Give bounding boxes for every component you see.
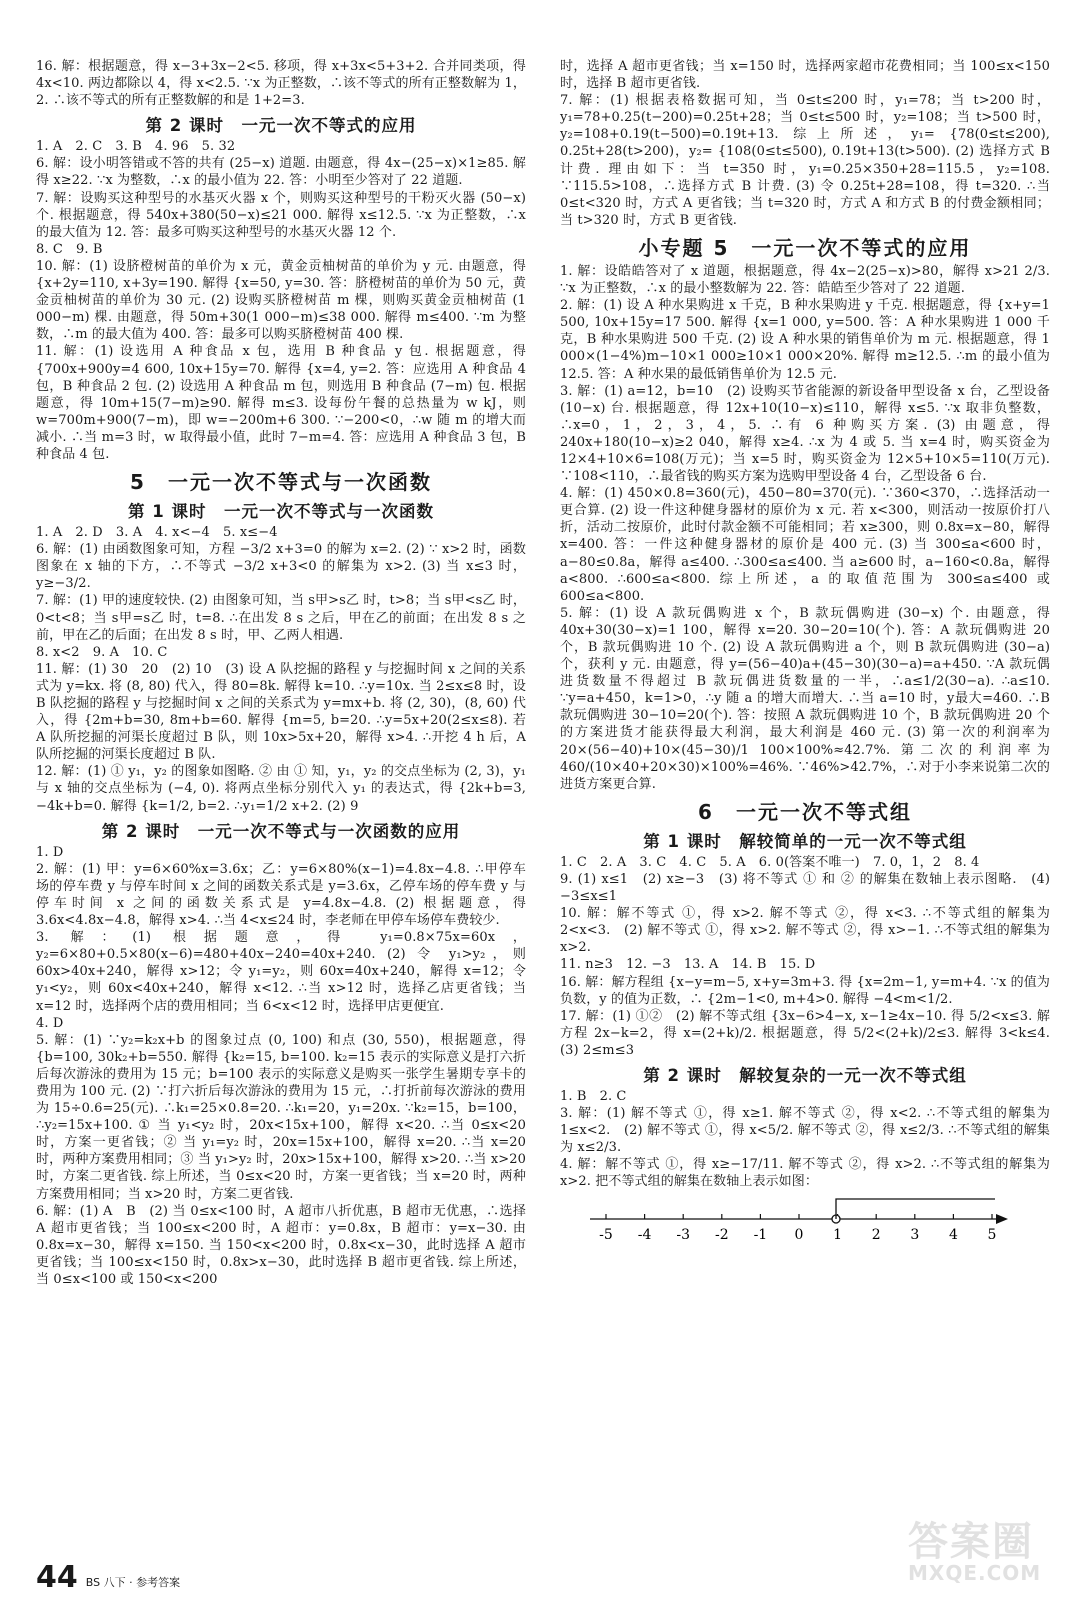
answer-5: 5. 解：(1) ∵y₂=k₂x+b 的图象过点 (0, 100) 和点 (30, 550)，根据题意，得 {b=100, 30k₂+b=550. 解得 {k₂=15, b=100. k₂=15 表示的实际意义是打六折后每次游泳的费用为 15 元；b=100 表示的实际意义是购买一张学生暑期专享卡的费用为 100 元. (2) ∵打六折后每次游泳的费用为 15 元，∴打折前每次游泳的费用为 15÷0.6=25(元). ∴k₁=25×0.8=20. ∴k₁=20，y₁=20x. ∵k₂=15，b=100，∴y₂=15x+100. ① 当 y₁<y₂ 时，20x<15x+100，解得 x<20. ∴当 0≤x<20 时，方案一更省钱；② 当 y₁=y₂ 时，20x=15x+100，解得 x=20. ∴当 x=20 时，两种方案费用相同；③ 当 y₁>y₂ 时，20x>15x+100，解得 x>20. ∴当 x>20 时，方案二更省钱. 综上所述，当 0≤x<20 时，方案一更省钱；当 x=20 时，两种方案费用相同；当 x>20 时，方案二更省钱. bbox=[36, 1032, 526, 1202]
page-number: 44 bbox=[36, 1560, 78, 1595]
answer-6: 6. 解：(1) 由函数图象可知，方程 −3/2 x+3=0 的解为 x=2. (2) ∵ x>2 时，函数图象在 x 轴的下方，∴不等式 −3/2 x+3<0 的解集为 x>2. (3) 当 x≤3 时，y≥−3/2. bbox=[36, 542, 526, 592]
answer-line: 4. D bbox=[36, 1015, 64, 1031]
answer-4: 4. 解：(1) 450×0.8=360(元)，450−80=370(元). ∵360<370，∴选择活动一更合算. (2) 设一件这种健身器材的原价为 x 元. 若 x<300，则活动一按原价打八折，活动二按原价，此时付款金额不可能相同；若 x≥300，则 0.8x=x−80，解得 x=400. 答：一件这种健身器材的原价是 400 元. (3) 当 300≤a<600 时，a−80≤0.8a，解得 a≤400. ∴300≤a≤400. 当 a≥600 时，a−160<0.8a，解得 a<800. ∴600≤a<800. 综上所述，a 的取值范围为 300≤a≤400 或 600≤a<800. bbox=[560, 486, 1050, 604]
answer-10: 10. 解：(1) 设脐橙树苗的单价为 x 元，黄金贡柚树苗的单价为 y 元. 由题意，得 {x+2y=110, x+3y=190. 解得 {x=50, y=30. 答：脐橙树苗的单价为 50 元，黄金贡柚树苗的单价为 30 元. (2) 设购买脐橙树苗 m 棵，则购买黄金贡柚树苗 (1 000−m) 棵. 由题意，得 50m+30(1 000−m)≤38 000. 解得 m≤400. ∵m 为整数，∴m 的最大值为 400. 答：最多可以购买脐橙树苗 400 棵. bbox=[36, 258, 526, 343]
right-column bbox=[560, 58, 1064, 1261]
tick-label: 2 bbox=[871, 1226, 881, 1243]
tick-label: 4 bbox=[948, 1226, 958, 1243]
answer-11: 11. 解：(1) 30 20 (2) 10 (3) 设 A 队挖掘的路程 y 与挖掘时间 x 之间的关系式为 y=kx. 将 (8, 80) 代入，得 80=8k. 解得 k=10. ∴y=10x. 当 2≤x≤8 时，设 B 队挖掘的路程 y 与挖掘时间 x 之间的关系式为 y=mx+b. 将 (2, 30)，(8, 60) 代入，得 {2m+b=30, 8m+b=60. 解得 {m=5, b=20. ∴y=5x+20(2≤x≤8). 若 A 队所挖掘的河渠长度超过 B 队，则 10x>5x+20，解得 x>4. ∴开挖 4 h 后，A 队所挖掘的河渠长度超过 B 队. bbox=[36, 661, 526, 763]
footer-label: BS 八下 · 参考答案 bbox=[85, 1576, 181, 1589]
tick-label: 3 bbox=[910, 1226, 920, 1243]
topic-heading: 小专题 5 一元一次不等式的应用 bbox=[638, 235, 972, 260]
answer-5: 5. 解：(1) 设 A 款玩偶购进 x 个，B 款玩偶购进 (30−x) 个. 由题意，得 40x+30(30−x)=1 100，解得 x=20. 30−20=10(个). 答：A 款玩偶购进 20 个，B 款玩偶购进 10 个. (2) 设 A 款玩偶购进 a 个，则 B 款玩偶购进 (30−a) 个，获利 y 元. 由题意，得 y=(56−40)a+(45−30)(30−a)=a+450. ∵A 款玩偶进货数量不得超过 B 款玩偶进货数量的一半，∴a≤1/2(30−a). ∴a≤10. ∵y=a+450，k=1>0，∴y 随 a 的增大而增大. ∴当 a=10 时，y最大=460. ∴B 款玩偶购进 30−10=20(个). 答：按照 A 款玩偶购进 10 个，B 款玩偶购进 20 个的方案进货才能获得最大利润，最大利润是 460 元. (3) 第一次的利润率为 20×(56−40)+10×(45−30)/1 100×100%≈42.7%. 第二次的利润率为 460/(10×40+20×30)×100%=46%. ∵46%>42.7%，∴对于小李来说第二次的进货方案更合算. bbox=[560, 605, 1050, 792]
answer-7: 7. 解：(1) 根据表格数据可知，当 0≤t≤200 时，y₁=78；当 t>200 时，y₁=78+0.25(t−200)=0.25t+28；当 0≤t≤500 时，y₂=108；当 t>500 时，y₂=108+0.19(t−500)=0.19t+13. 综上所述，y₁= {78(0≤t≤200), 0.25t+28(t>200)，y₂= {108(0≤t≤500), 0.19t+13(t>500). (2) 选择方式 B 计费. 理由如下：当 t=350 时，y₁=0.25×350+28=115.5，y₂=108. ∵115.5>108，∴选择方式 B 计费. (3) 令 0.25t+28=108，得 t=320. ∴当 0≤t<320 时，方式 A 更省钱；当 t=320 时，方式 A 和方式 B 的付费金额相同；当 t>320 时，方式 B 更省钱. bbox=[560, 93, 1050, 228]
tick-label: -4 bbox=[637, 1226, 652, 1243]
answer-11: 11. 解：(1) 设选用 A 种食品 x 包，选用 B 种食品 y 包. 根据题意，得 {700x+900y=4 600, 10x+15y=70. 解得 {x=4, y=2. 答：应选用 A 种食品 4 包，B 种食品 2 包. (2) 设选用 A 种食品 m 包，则选用 B 种食品 (7−m) 包. 根据题意，得 10m+15(7−m)≥90. 解得 m≤3. 设每份午餐的总热量为 w kJ，则 w=700m+900(7−m)，即 w=−200m+6 300. ∵−200<0，∴w 随 m 的增大而减小. ∴当 m=3 时，w 取得最小值，此时 7−m=4. 答：应选用 A 种食品 3 包，B 种食品 4 包. bbox=[36, 344, 526, 462]
section-heading: 第 1 课时 解较简单的一元一次不等式组 bbox=[643, 831, 967, 851]
answer-17: 17. 解：(1) ①② (2) 解不等式组 {3x−6>4−x, x−1≥4x−10. 得 5/2<x≤3. 解方程 2x−k=2，得 x=(2+k)/2. 根据题意，得 5/2<(2+k)/2≤3. 解得 3<k≤4. (3) 2≤m≤3 bbox=[560, 1008, 1064, 1058]
solution-bracket bbox=[836, 1199, 995, 1219]
answer-2: 2. 解：(1) 甲：y=6×60%x=3.6x；乙：y=6×80%(x−1)=4.8x−4.8. ∴甲停车场的停车费 y 与停车时间 x 之间的函数关系式是 y=3.6x，乙停车场的停车费 y 与停车时间 x 之间的函数关系式是 y=4.8x−4.8. (2) 根据题意，得 3.6x<4.8x−4.8，解得 x>4. ∴当 4<x≤24 时，李老师在甲停车场停车费较少. bbox=[36, 861, 526, 929]
answer-continued: 时，选择 A 超市更省钱；当 x=150 时，选择两家超市花费相同；当 100≤x<150 时，选择 B 超市更省钱. bbox=[560, 59, 1050, 92]
answer-line: 1. C 2. A 3. C 4. C 5. A 6. 0(答案不唯一) 7. 0，1，2 8. 4 bbox=[560, 854, 980, 870]
page-footer bbox=[36, 1560, 181, 1595]
answer-3: 3. 解：(1) 解不等式 ①，得 x≥1. 解不等式 ②，得 x<2. ∴不等式组的解集为 1≤x<2. (2) 解不等式 ①，得 x<5/2. 解不等式 ②，得 x≤2/3. ∴不等式组的解集为 x≤2/3. bbox=[560, 1106, 1050, 1156]
section-heading: 第 2 课时 一元一次不等式的应用 bbox=[145, 116, 417, 136]
answer-4: 4. 解：解不等式 ①，得 x≥−17/11. 解不等式 ②，得 x>2. ∴不等式组的解集为 x>2. 把不等式组的解集在数轴上表示如图： bbox=[560, 1157, 1050, 1190]
tick-label: -5 bbox=[599, 1226, 613, 1243]
answer-line: 1. A 2. C 3. B 4. 96 5. 32 bbox=[36, 139, 236, 155]
tick-label: 0 bbox=[794, 1226, 804, 1243]
answer-9: 9. (1) x≤1 (2) x≥−3 (3) 将不等式 ① 和 ② 的解集在数轴上表示图略. (4) −3≤x≤1 bbox=[560, 871, 1050, 905]
tick-label: 1 bbox=[833, 1226, 843, 1243]
tick-label: -1 bbox=[753, 1226, 768, 1243]
answer-2: 2. 解：(1) 设 A 种水果购进 x 千克，B 种水果购进 y 千克. 根据题意，得 {x+y=1 500, 10x+15y=17 500. 解得 {x=1 000, y=500. 答：A 种水果购进 1 000 千克，B 种水果购进 500 千克. (2) 设 A 种水果的销售单价为 m 元. 根据题意，得 1 000×(1−4%)m−10×1 000≥10×1 000×20%. 解得 m≥12.5. ∴m 的最小值为 12.5. 答：A 种水果的最低销售单价为 12.5 元. bbox=[560, 298, 1050, 382]
number-line bbox=[590, 1197, 1010, 1257]
watermark-logo bbox=[908, 1510, 1060, 1592]
tick-group bbox=[599, 1214, 996, 1243]
answer-7: 7. 解：(1) 甲的速度较快. (2) 由图象可知，当 s甲>s乙 时，t>8；当 s甲<s乙 时，0<t<8；当 s甲=s乙 时，t=8. ∴在出发 8 s 之后，甲在乙的前面；在出发 8 s 之前，甲在乙的后面；在出发 8 s 时，甲、乙两人相遇. bbox=[36, 593, 526, 643]
arrow-right-icon bbox=[996, 1214, 1008, 1224]
answer-6: 6. 解：(1) A B (2) 当 0≤x<100 时，A 超市八折优惠，B 超市无优惠，∴选择 A 超市更省钱；当 100≤x<200 时，A 超市：y=0.8x，B 超市：y=x−30. 由 0.8x=x−30，解得 x=150. 当 150<x<200 时，0.8x<x−30，此时选择 A 超市更省钱；当 100≤x<150 时，0.8x>x−30，此时选择 B 超市更省钱. 综上所述，当 0≤x<100 或 150<x<200 bbox=[36, 1203, 526, 1287]
answer-line: 1. A 2. D 3. A 4. x<−4 5. x≤−4 bbox=[36, 525, 278, 541]
answer-12: 12. 解：(1) ① y₁，y₂ 的图象如图略. ② 由 ① 知，y₁，y₂ 的交点坐标为 (2, 3)，y₁ 与 x 轴的交点坐标为 (−4, 0). 将两点坐标分别代入 y₁ 的表达式，得 {2k+b=3, −4k+b=0. 解得 {k=1/2, b=2. ∴y₁=1/2 x+2. (2) 9 bbox=[36, 764, 526, 814]
answer-line: 8. C 9. B bbox=[36, 241, 103, 257]
watermark-url: MXQE.COM bbox=[908, 1561, 1042, 1585]
tick-label: 5 bbox=[987, 1226, 997, 1243]
tick-label: -3 bbox=[676, 1226, 691, 1243]
chapter-heading: 5 一元一次不等式与一次函数 bbox=[130, 470, 432, 495]
answer-3: 3. 解：(1) 根据题意，得 y₁=0.8×75x=60x，y₂=6×80+0.5×80(x−6)=480+40x−240=40x+240. (2) 令 y₁>y₂，则 60x>40x+240，解得 x>12；令 y₁=y₂，则 60x=40x+240，解得 x=12；令 y₁<y₂，则 60x<40x+240，解得 x<12. ∴当 x>12 时，选择乙店更省钱；当 x=12 时，选择两个店的费用相同；当 6<x<12 时，选择甲店更便宜. bbox=[36, 930, 526, 1014]
answer-7: 7. 解：设购买这种型号的水基灭火器 x 个，则购买这种型号的干粉灭火器 (50−x) 个. 根据题意，得 540x+380(50−x)≤21 000. 解得 x≤12.5. ∵x 为正整数，∴x 的最大值为 12. 答：最多可购买这种型号的水基灭火器 12 个. bbox=[36, 190, 526, 240]
section-heading: 第 1 课时 一元一次不等式与一次函数 bbox=[128, 502, 434, 522]
answer-6: 6. 解：设小明答错或不答的共有 (25−x) 道题. 由题意，得 4x−(25−x)×1≥85. 解得 x≥22. ∵x 为整数，∴x 的最小值为 22. 答：小明至少答对了 22 道题. bbox=[36, 156, 526, 189]
answer-1: 1. 解：设皓皓答对了 x 道题，根据题意，得 4x−2(25−x)>80，解得 x>21 2/3. ∵x 为正整数，∴x 的最小整数解为 22. 答：皓皓至少答对了 22 道题. bbox=[560, 263, 1050, 297]
section-heading: 第 2 课时 一元一次不等式与一次函数的应用 bbox=[101, 821, 461, 841]
answer-line: 1. D bbox=[36, 844, 64, 860]
section-heading: 第 2 课时 解较复杂的一元一次不等式组 bbox=[643, 1065, 967, 1085]
answer-line: 11. n≥3 12. −3 13. A 14. B 15. D bbox=[560, 957, 816, 973]
left-column bbox=[36, 58, 526, 1288]
tick-label: -2 bbox=[714, 1226, 729, 1243]
answer-3: 3. 解：(1) a=12，b=10 (2) 设购买节省能源的新设备甲型设备 x 台，乙型设备 (10−x) 台. 根据题意，得 12x+10(10−x)≤110，解得 x≤5. ∵x 取非负整数，∴x=0，1，2，3，4，5. ∴有 6 种购买方案. (3) 由题意，得 240x+180(10−x)≥2 040，解得 x≥4. ∴x 为 4 或 5. 当 x=4 时，购买资金为 12×4+10×6=108(万元)；当 x=5 时，购买资金为 12×5+10×5=110(万元). ∵108<110，∴最省钱的购买方案为选购甲型设备 4 台，乙型设备 6 台. bbox=[560, 383, 1050, 485]
answer-16: 16. 解：根据题意，得 x−3+3x−2<5. 移项，得 x+3x<5+3+2. 合并同类项，得 4x<10. 两边都除以 4，得 x<2.5. ∵x 为正整数，∴该不等式的所有正整数解为 1，2. ∴该不等式的所有正整数解的和是 1+2=3. bbox=[36, 59, 526, 109]
answer-10: 10. 解：解不等式 ①，得 x>2. 解不等式 ②，得 x<3. ∴不等式组的解集为 2<x<3. (2) 解不等式 ①，得 x>2. 解不等式 ②，得 x>−1. ∴不等式组的解集为 x>2. bbox=[560, 906, 1050, 956]
answer-line: 8. x<2 9. A 10. C bbox=[36, 644, 168, 660]
answer-line: 1. B 2. C bbox=[560, 1088, 627, 1104]
chapter-heading: 6 一元一次不等式组 bbox=[698, 799, 912, 824]
answer-16: 16. 解：解方程组 {x−y=m−5, x+y=3m+3. 得 {x=2m−1, y=m+4. ∵x 的值为负数，y 的值为正数，∴ {2m−1<0, m+4>0. 解得 −4<m<1/2. bbox=[560, 974, 1050, 1007]
watermark-text: 答案圈 bbox=[908, 1519, 1034, 1565]
